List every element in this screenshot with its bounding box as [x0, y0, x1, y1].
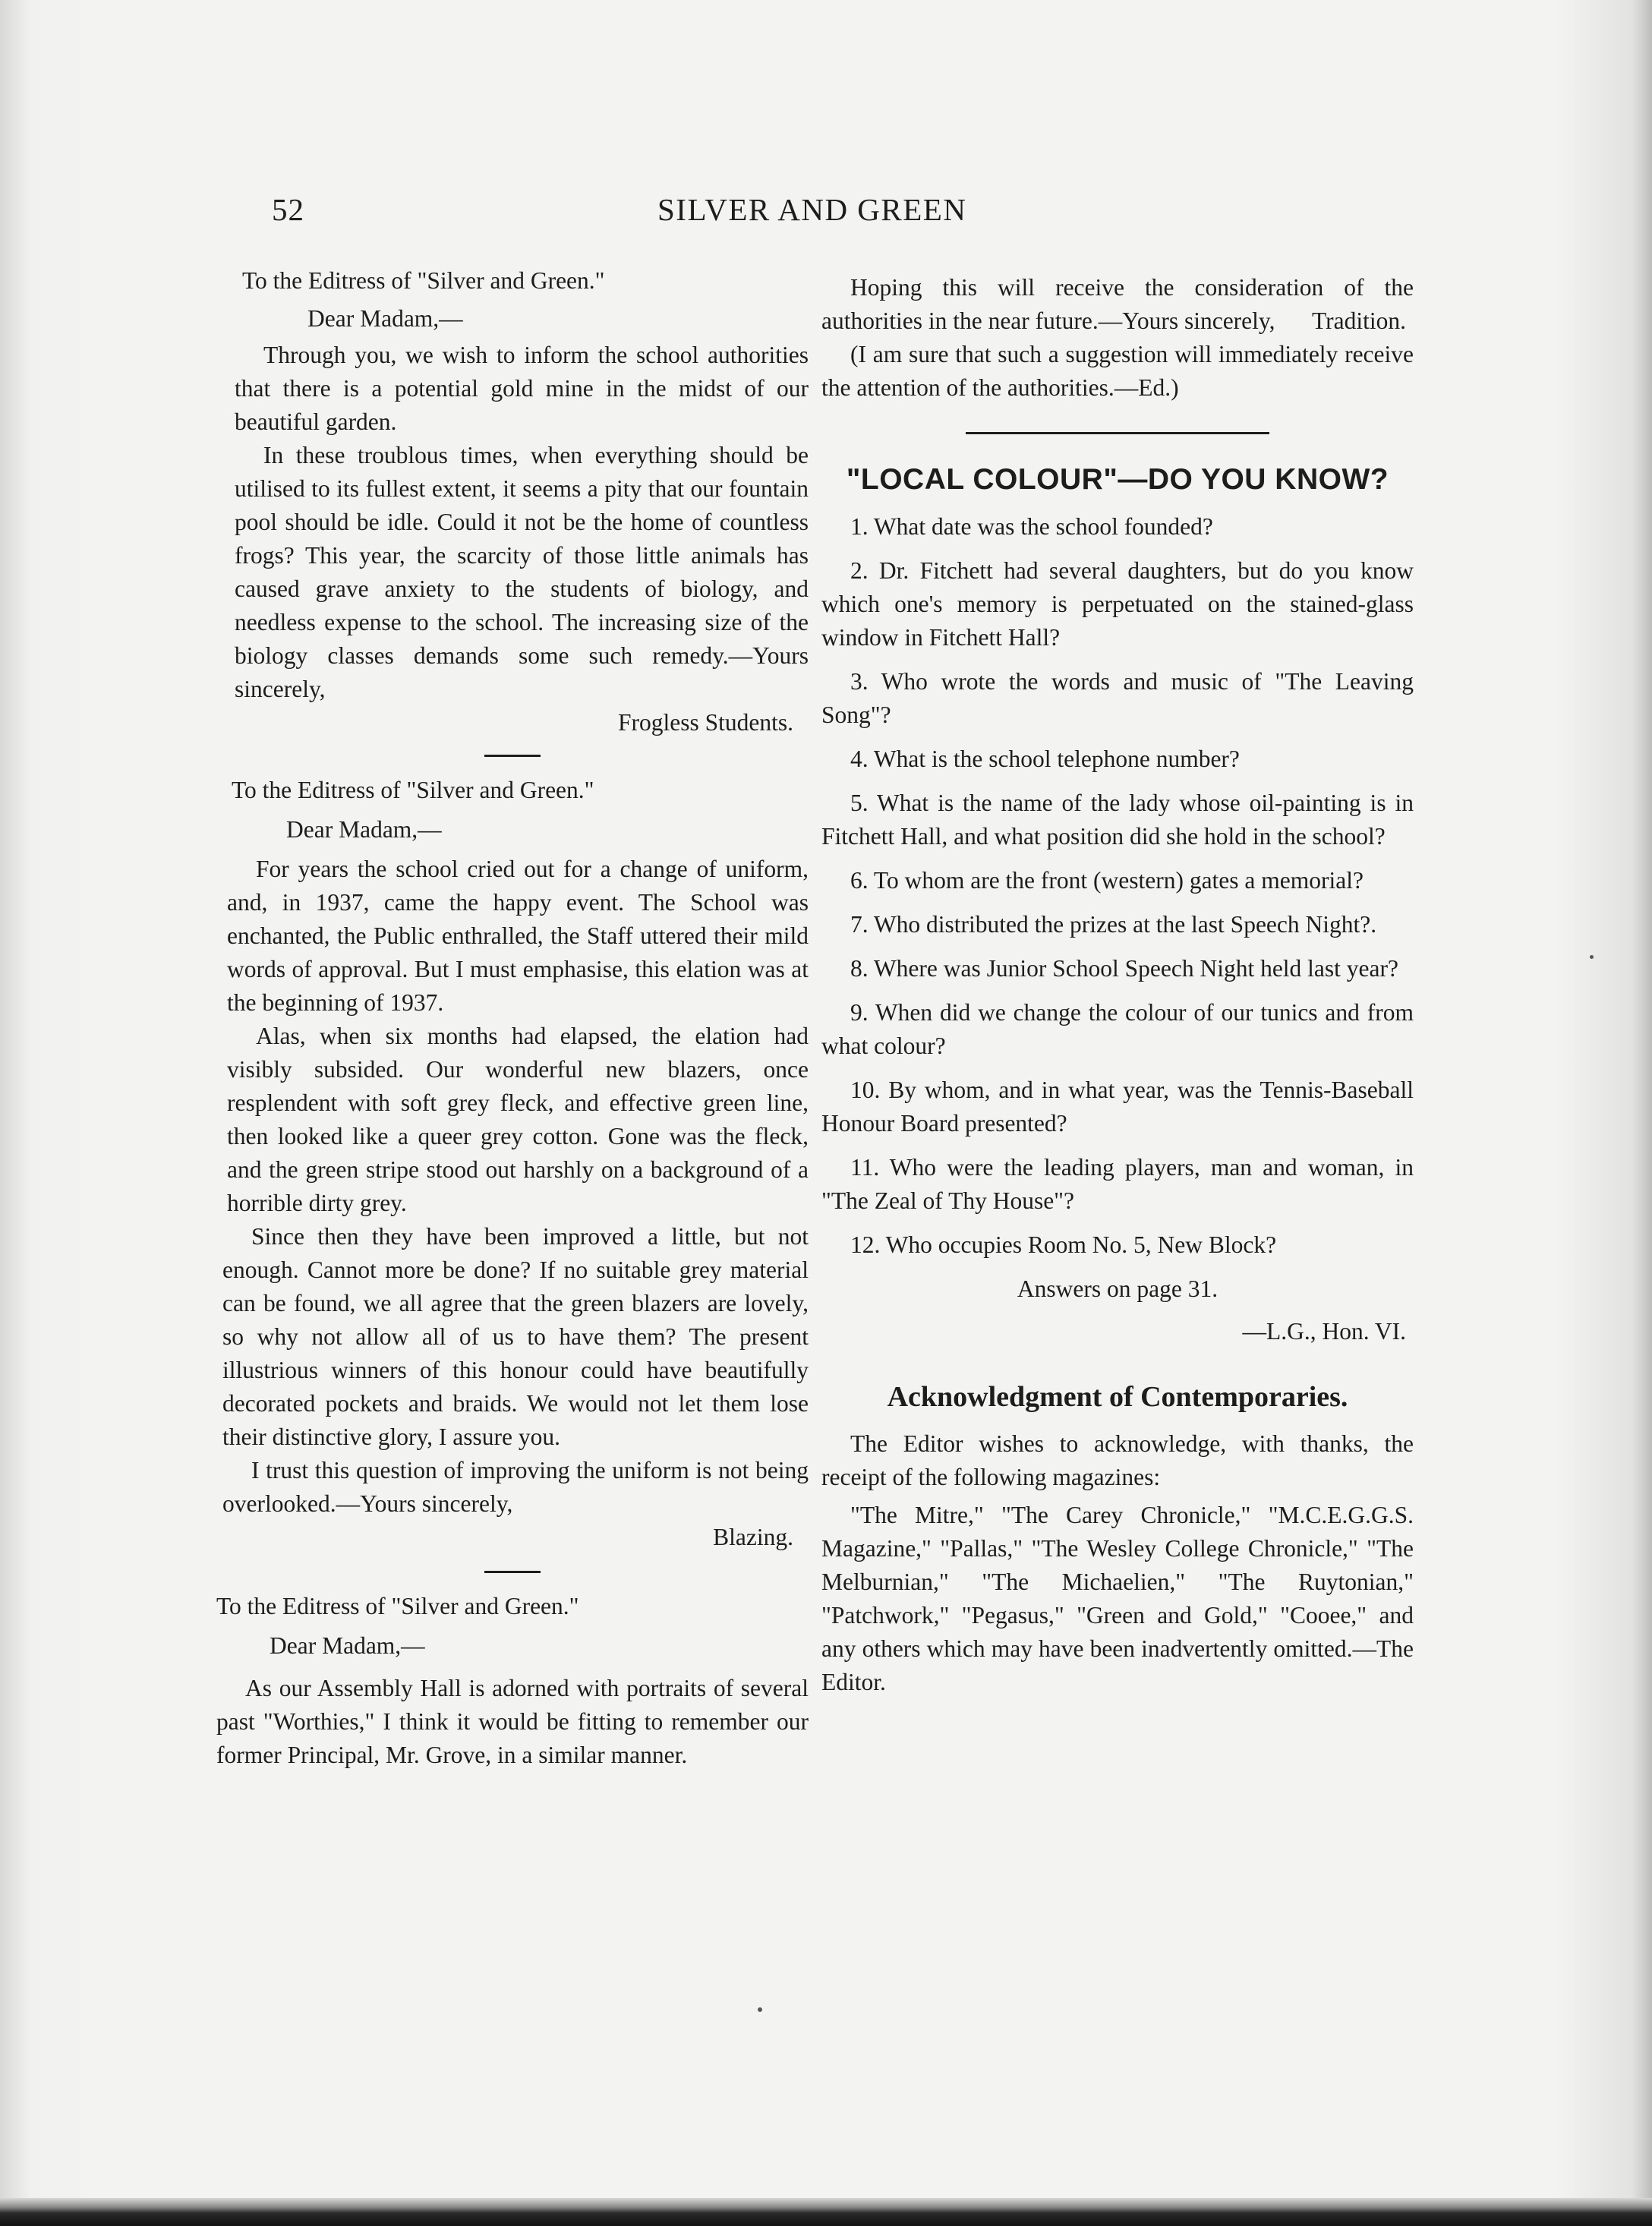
local-colour-quiz: [821, 460, 1414, 1348]
quiz-signature: —L.G., Hon. VI.: [1242, 1318, 1406, 1345]
quiz-question: 9. When did we change the colour of our tunics and from what colour?: [821, 999, 1414, 1059]
page-header: [0, 191, 1652, 237]
quiz-question: 7. Who distributed the prizes at the last Speech Night?.: [850, 911, 1377, 938]
letter-frogless: [216, 264, 809, 739]
quiz-question: 10. By whom, and in what year, was the Tennis-Baseball Honour Board presented?: [821, 1077, 1414, 1137]
letter-paragraph: As our Assembly Hall is adorned with portraits of several past "Worthies," I think it would be fitting to remember our former Principal, Mr. Grove, in a similar manner.: [216, 1675, 809, 1768]
letter-signature: Frogless Students.: [617, 709, 793, 736]
quiz-question: 2. Dr. Fitchett had several daughters, but do you know which one's memory is perpetuated on the stained-glass window in Fitchett Hall?: [821, 557, 1414, 651]
letter-paragraph: I trust this question of improving the uniform is not being overlooked.—Yours sincerely,: [222, 1457, 809, 1517]
letter-addressee: To the Editress of "Silver and Green.": [232, 777, 594, 803]
left-column: [216, 264, 809, 1772]
ink-speck: [1590, 955, 1594, 959]
ink-speck: [758, 2007, 762, 2012]
acknowledgment-section: [821, 1379, 1414, 1699]
acknowledgment-heading: Acknowledgment of Contemporaries.: [887, 1381, 1348, 1413]
quiz-question: 12. Who occupies Room No. 5, New Block?: [850, 1231, 1277, 1258]
separator-rule: [484, 755, 541, 757]
letter-paragraph: In these troublous times, when everything should be utilised to its fullest extent, it seems a pity that our fountain pool should be idle. Could it not be the home of countless frogs? This year, the scarcity of those little animals has caused grave anxiety to the students of biology, and needless expense to the school. The increasing size of the biology classes demands some such remedy.—Yours sincerely,: [235, 442, 809, 702]
scan-bottom-edge: [0, 2198, 1652, 2226]
letter-addressee: To the Editress of "Silver and Green.": [216, 1593, 579, 1619]
quiz-question: 8. Where was Junior School Speech Night held last year?: [850, 955, 1398, 982]
running-title: SILVER AND GREEN: [657, 192, 967, 227]
quiz-question: 1. What date was the school founded?: [850, 513, 1213, 540]
quiz-question: 3. Who wrote the words and music of "The Leaving Song"?: [821, 668, 1414, 728]
letter-paragraph: Through you, we wish to inform the school authorities that there is a potential gold mine in the midst of our beautiful garden.: [235, 342, 809, 435]
letter-blazing: [216, 774, 809, 1554]
letter-closing: Hoping this will receive the consideration of the authorities in the near future.—Yours sincerely,: [821, 274, 1414, 334]
letter-salutation: Dear Madam,—: [307, 305, 463, 332]
letter-tradition-continued: [821, 271, 1414, 405]
quiz-question: 11. Who were the leading players, man and woman, in "The Zeal of Thy House"?: [821, 1154, 1414, 1214]
letter-tradition: [216, 1590, 809, 1772]
quiz-heading: "LOCAL COLOUR"—DO YOU KNOW?: [846, 463, 1389, 496]
magazine-list: "The Mitre," "The Carey Chronicle," "M.C.E.G.G.S. Magazine," "Pallas," "The Wesley College Chronicle," "The Melburnian," "The Michaelien," "The Ruytonian," "Patchwork," "Pegasus," "Green and Gold," "Cooee," and any others which may have been inadvertently omitted.—The Editor.: [821, 1502, 1414, 1695]
right-column: [821, 271, 1414, 1699]
letter-salutation: Dear Madam,—: [270, 1632, 425, 1659]
letter-paragraph: For years the school cried out for a change of uniform, and, in 1937, came the happy event. The School was enchanted, the Public enthralled, the Staff uttered their mild words of approval. But I must emphasise, this elation was at the beginning of 1937.: [227, 856, 809, 1016]
quiz-question: 5. What is the name of the lady whose oil-painting is in Fitchett Hall, and what position did she hold in the school?: [821, 790, 1414, 850]
letter-paragraph: Since then they have been improved a little, but not enough. Cannot more be done? If no suitable grey material can be found, we all agree that the green blazers are lovely, so why not allow all of us to have them? The present illustrious winners of this honour could have beautifully decorated pockets and braids. We would not let them lose their distinctive glory, I assure you.: [222, 1223, 809, 1450]
letter-paragraph: Alas, when six months had elapsed, the elation had visibly subsided. Our wonderful new blazers, once resplendent with soft grey fleck, and effective green line, then looked like a queer grey cotton. Gone was the fleck, and the green stripe stood out harshly on a background of a horrible dirty grey.: [227, 1023, 809, 1216]
answers-note: Answers on page 31.: [1017, 1275, 1219, 1302]
quiz-question: 4. What is the school telephone number?: [850, 746, 1240, 772]
separator-rule: [966, 432, 1269, 434]
editor-note: (I am sure that such a suggestion will immediately receive the attention of the authorities.—Ed.): [821, 341, 1414, 401]
quiz-question: 6. To whom are the front (western) gates a memorial?: [850, 867, 1364, 894]
letter-signature: Tradition.: [1312, 307, 1406, 334]
acknowledgment-intro: The Editor wishes to acknowledge, with thanks, the receipt of the following magazines:: [821, 1430, 1414, 1490]
letter-salutation: Dear Madam,—: [286, 816, 442, 843]
letter-signature: Blazing.: [713, 1524, 793, 1550]
separator-rule: [484, 1571, 541, 1573]
page-number: 52: [272, 192, 304, 227]
letter-addressee: To the Editress of "Silver and Green.": [242, 267, 605, 294]
